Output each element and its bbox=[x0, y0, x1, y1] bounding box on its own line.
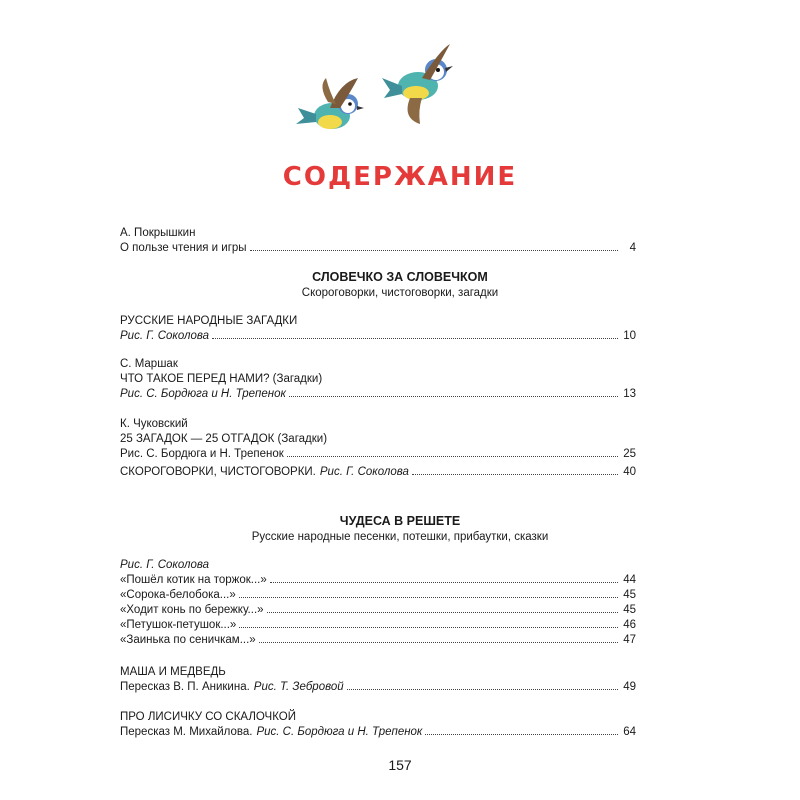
entry-author: К. Чуковский bbox=[120, 418, 188, 430]
entry-illustrator: Рис. Т. Зебровой bbox=[253, 681, 344, 693]
toc-entry-masha[interactable] bbox=[120, 665, 636, 695]
entry-illustrator: Рис. С. Бордюга и Н. Трепенок bbox=[120, 448, 284, 460]
entry-page: 47 bbox=[623, 634, 636, 646]
leader-dots bbox=[259, 642, 618, 643]
entry-illustrator: Рис. С. Бордюга и Н. Трепенок bbox=[256, 726, 423, 738]
entry-illustrator: Рис. Г. Соколова bbox=[319, 466, 409, 478]
leader-dots bbox=[239, 597, 618, 598]
entry-author: С. Маршак bbox=[120, 358, 178, 370]
entry-title: СКОРОГОВОРКИ, ЧИСТОГОВОРКИ. bbox=[120, 466, 316, 478]
entry-title: «Пошёл котик на торжок...» bbox=[120, 574, 267, 586]
entry-title: «Петушок-петушок...» bbox=[120, 619, 237, 631]
toc-entry-song[interactable] bbox=[120, 588, 636, 603]
entry-page: 45 bbox=[623, 589, 636, 601]
entry-page: 40 bbox=[623, 466, 636, 478]
toc-entry-marshak[interactable] bbox=[120, 357, 636, 402]
entry-title: 25 ЗАГАДОК — 25 ОТГАДОК (Загадки) bbox=[120, 433, 328, 445]
entry-author: А. Покрышкин bbox=[120, 227, 196, 239]
page-title: СОДЕРЖАНИЕ bbox=[282, 162, 518, 192]
entry-page: 25 bbox=[623, 448, 636, 460]
toc-entry-song[interactable] bbox=[120, 573, 636, 588]
entry-title: «Ходит конь по бережку...» bbox=[120, 604, 264, 616]
toc-entry-song[interactable] bbox=[120, 603, 636, 618]
leader-dots bbox=[250, 250, 618, 251]
entry-page: 13 bbox=[623, 388, 636, 400]
section-title: ЧУДЕСА В РЕШЕТЕ bbox=[339, 514, 461, 528]
toc-group-songs bbox=[120, 558, 636, 648]
toc-entry-song[interactable] bbox=[120, 633, 636, 648]
section-subtitle: Скороговорки, чистоговорки, загадки bbox=[301, 287, 499, 299]
entry-retold: Пересказ М. Михайлова. bbox=[120, 726, 253, 738]
section-title: СЛОВЕЧКО ЗА СЛОВЕЧКОМ bbox=[312, 270, 488, 284]
leader-dots bbox=[425, 734, 618, 735]
entry-page: 44 bbox=[623, 574, 636, 586]
group-illustrator: Рис. Г. Соколова bbox=[120, 559, 210, 571]
entry-page: 49 bbox=[623, 681, 636, 693]
birds-illustration bbox=[290, 38, 470, 158]
toc-entry-zagadki[interactable] bbox=[120, 314, 636, 344]
leader-dots bbox=[347, 689, 618, 690]
entry-title: «Сорока-белобока...» bbox=[120, 589, 236, 601]
leader-dots bbox=[212, 338, 618, 339]
toc-entry-intro[interactable] bbox=[120, 226, 636, 256]
birds-icon bbox=[290, 38, 470, 158]
entry-retold: Пересказ В. П. Аникина. bbox=[120, 681, 250, 693]
entry-title: МАША И МЕДВЕДЬ bbox=[120, 666, 226, 678]
leader-dots bbox=[239, 627, 618, 628]
entry-page: 10 bbox=[623, 330, 636, 342]
entry-illustrator: Рис. Г. Соколова bbox=[120, 330, 210, 342]
leader-dots bbox=[270, 582, 618, 583]
toc-entry-song[interactable] bbox=[120, 618, 636, 633]
entry-page: 45 bbox=[623, 604, 636, 616]
entry-title: ЧТО ТАКОЕ ПЕРЕД НАМИ? (Загадки) bbox=[120, 373, 323, 385]
toc-entry-lisichka[interactable] bbox=[120, 710, 636, 740]
entry-illustrator: Рис. С. Бордюга и Н. Трепенок bbox=[120, 388, 286, 400]
entry-page: 4 bbox=[629, 242, 636, 254]
entry-title: РУССКИЕ НАРОДНЫЕ ЗАГАДКИ bbox=[120, 315, 298, 327]
entry-title: «Заинька по сеничкам...» bbox=[120, 634, 256, 646]
entry-title: О пользе чтения и игры bbox=[120, 242, 247, 254]
leader-dots bbox=[267, 612, 618, 613]
entry-page: 46 bbox=[623, 619, 636, 631]
leader-dots bbox=[287, 456, 618, 457]
section-subtitle: Русские народные песенки, потешки, прибаутки, сказки bbox=[251, 531, 549, 543]
entry-title: ПРО ЛИСИЧКУ СО СКАЛОЧКОЙ bbox=[120, 711, 297, 723]
toc-entry-skorogovorki[interactable] bbox=[120, 465, 636, 480]
leader-dots bbox=[289, 396, 618, 397]
toc-entry-chukovsky[interactable] bbox=[120, 417, 636, 462]
entry-page: 64 bbox=[623, 726, 636, 738]
page-number: 157 bbox=[388, 757, 412, 773]
leader-dots bbox=[412, 474, 618, 475]
